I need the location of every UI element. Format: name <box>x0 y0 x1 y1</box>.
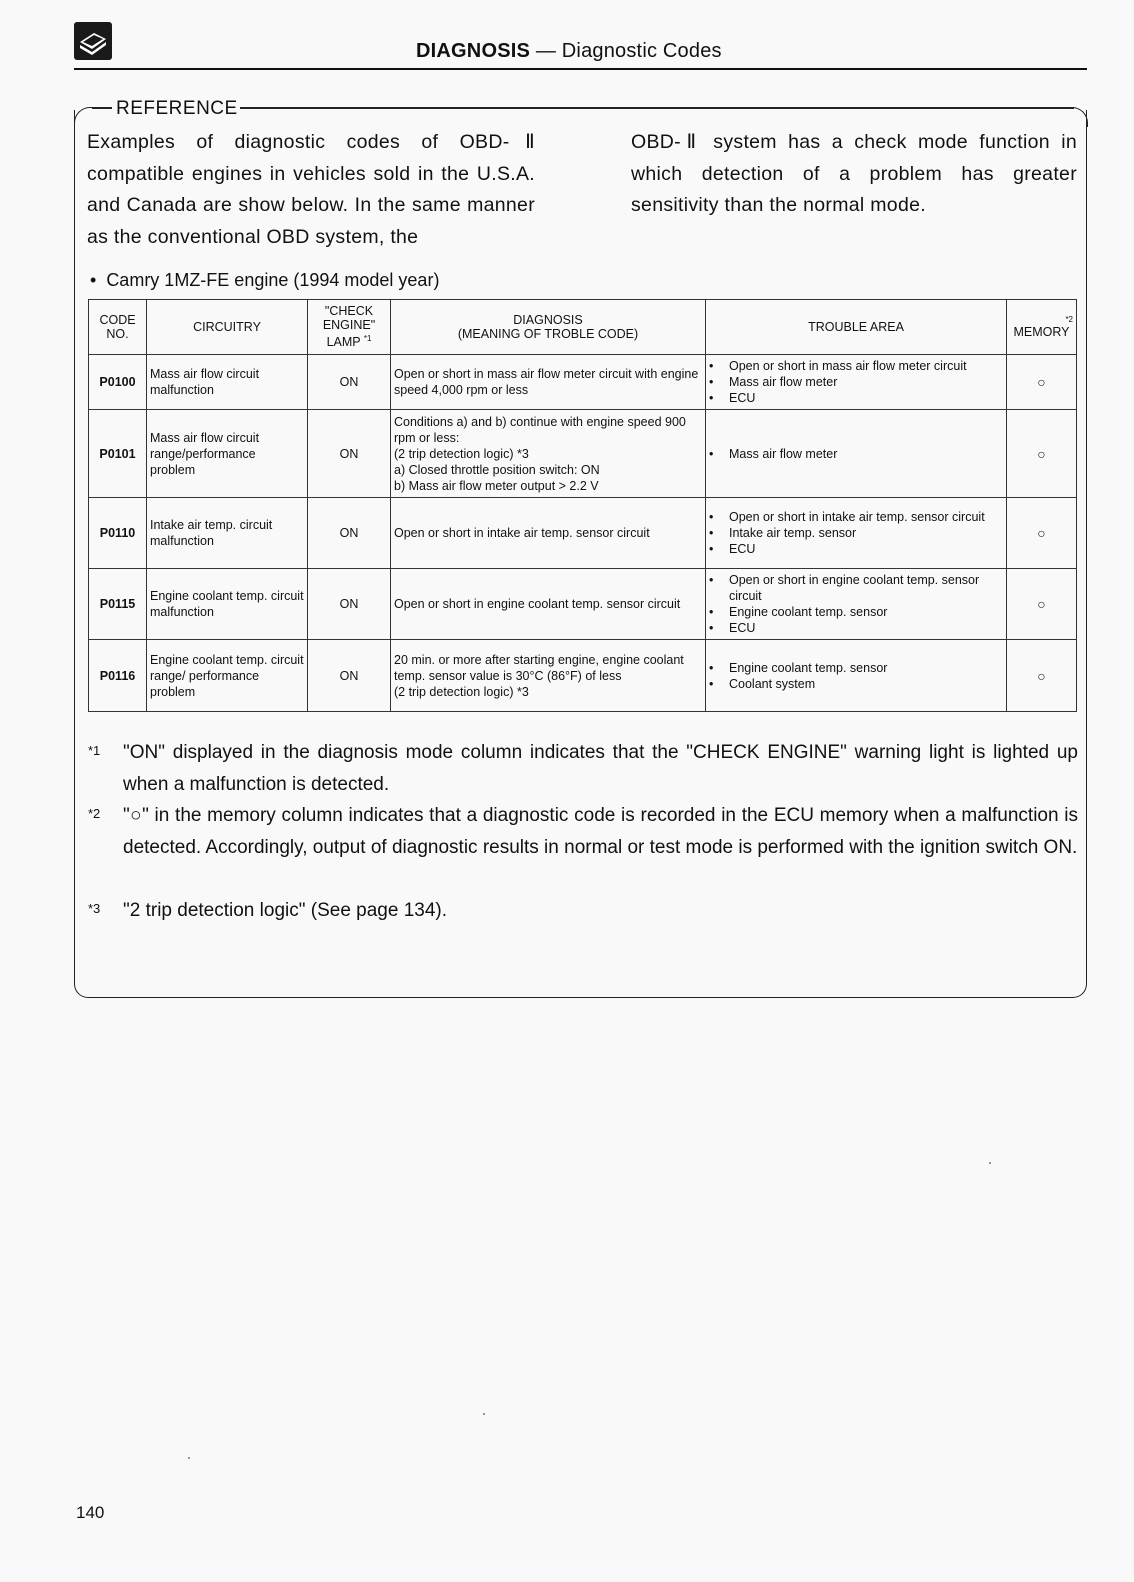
col-header-memory <box>1007 300 1077 355</box>
memory-cell: ○ <box>1007 498 1077 569</box>
scan-speck <box>989 1162 991 1164</box>
trouble-area-item: • Engine coolant temp. sensor <box>709 660 1003 676</box>
memory-cell: ○ <box>1007 410 1077 498</box>
table-row <box>89 498 1077 569</box>
circuitry-cell: Engine coolant temp. circuit range/ performance problem <box>147 640 308 712</box>
trouble-area-item: • ECU <box>709 390 1003 406</box>
scan-speck <box>483 1413 485 1415</box>
lamp-header-text: "CHECK ENGINE" LAMP <box>322 304 376 350</box>
diagnosis-line: a) Closed throttle position switch: ON <box>394 462 600 477</box>
footnote <box>88 895 1078 927</box>
diagnosis-line: (2 trip detection logic) *3 <box>394 446 529 461</box>
code-cell: P0115 <box>89 569 147 640</box>
memory-header-mark: *2 <box>1065 315 1073 324</box>
code-cell: P0116 <box>89 640 147 712</box>
scan-speck <box>188 1457 190 1459</box>
trouble-area-item: • Open or short in intake air temp. sensor circuit <box>709 509 1003 525</box>
reference-label: REFERENCE <box>116 98 238 119</box>
engine-label: Camry 1MZ-FE engine (1994 model year) <box>106 270 440 290</box>
trouble-area-item: • Open or short in mass air flow meter circuit <box>709 358 1003 374</box>
footnote-text: "ON" displayed in the diagnosis mode column indicates that the "CHECK ENGINE" warning light is lighted up when a malfunction is detected. <box>123 742 1078 795</box>
diagnosis-cell <box>391 640 706 712</box>
diagnosis-header-sub: (MEANING OF TROBLE CODE) <box>457 327 639 341</box>
trouble-area-item: • Mass air flow meter <box>709 446 1003 462</box>
footnote-mark: *2 <box>88 806 101 821</box>
header-rule <box>74 68 1087 70</box>
diagnosis-cell <box>391 355 706 410</box>
bullet-dot: • <box>90 270 107 290</box>
col-header-diagnosis <box>391 300 706 355</box>
trouble-area-item: • Engine coolant temp. sensor <box>709 604 1003 620</box>
lamp-cell: ON <box>308 498 391 569</box>
lamp-cell: ON <box>308 410 391 498</box>
diagnosis-cell <box>391 410 706 498</box>
manual-book-icon <box>74 22 112 60</box>
header-subsection: Diagnostic Codes <box>561 40 722 62</box>
col-header-lamp <box>308 300 391 355</box>
diagnosis-header-text: DIAGNOSIS <box>513 313 583 327</box>
trouble-area-item: • Intake air temp. sensor <box>709 525 1003 541</box>
footnote-mark: *3 <box>88 901 101 916</box>
trouble-area-item: • ECU <box>709 541 1003 557</box>
trouble-area-cell <box>706 640 1007 712</box>
trouble-area-cell <box>706 569 1007 640</box>
memory-header-text: MEMORY <box>1013 325 1070 339</box>
trouble-area-item: • Mass air flow meter <box>709 374 1003 390</box>
footnote-text: "○" in the memory column indicates that a diagnostic code is recorded in the ECU memory when a malfunction is detected. Accordingly, output of diagnostic results in normal or test mode is performed with the ignition switch ON. <box>123 805 1078 858</box>
trouble-area-item: • Open or short in engine coolant temp. sensor circuit <box>709 572 1003 604</box>
circuitry-cell: Intake air temp. circuit malfunction <box>147 498 308 569</box>
table-row <box>89 569 1077 640</box>
col-header-circuitry: CIRCUITRY <box>147 300 308 355</box>
page-number: 140 <box>76 1503 105 1522</box>
lamp-cell: ON <box>308 569 391 640</box>
intro-text-right: OBD-Ⅱ system has a check mode function in which detection of a problem has greater sensitivity than the normal mode. <box>631 131 1077 216</box>
engine-bullet <box>90 266 439 294</box>
circuitry-cell: Mass air flow circuit range/performance problem <box>147 410 308 498</box>
footnote-text: "2 trip detection logic" (See page 134). <box>123 900 448 921</box>
lamp-cell: ON <box>308 640 391 712</box>
intro-text-left: Examples of diagnostic codes of OBD-Ⅱ compatible engines in vehicles sold in the U.S.A. and Canada are show below. In the same manner as the conventional OBD system, the <box>87 131 535 248</box>
memory-cell: ○ <box>1007 569 1077 640</box>
lamp-header-mark: *1 <box>363 334 372 344</box>
trouble-area-item: • ECU <box>709 620 1003 636</box>
trouble-area-cell <box>706 355 1007 410</box>
header-section: DIAGNOSIS <box>416 40 531 62</box>
diagnosis-line: 20 min. or more after starting engine, engine coolant temp. sensor value is 30°C (86°F) of less <box>394 652 684 683</box>
circuitry-cell: Mass air flow circuit malfunction <box>147 355 308 410</box>
code-cell: P0101 <box>89 410 147 498</box>
table-row <box>89 355 1077 410</box>
footnote <box>88 737 1078 801</box>
trouble-area-item: • Coolant system <box>709 676 1003 692</box>
page-header <box>416 38 722 64</box>
circuitry-cell: Engine coolant temp. circuit malfunction <box>147 569 308 640</box>
diagnosis-cell <box>391 498 706 569</box>
diagnosis-line: Open or short in engine coolant temp. sensor circuit <box>394 597 681 611</box>
code-cell: P0110 <box>89 498 147 569</box>
code-cell: P0100 <box>89 355 147 410</box>
header-separator: — <box>535 40 557 62</box>
diagnosis-line: Conditions a) and b) continue with engine speed 900 rpm or less: <box>394 414 686 445</box>
col-header-trouble-area: TROUBLE AREA <box>706 300 1007 355</box>
diagnostic-code-table <box>88 299 1077 712</box>
table-header-row <box>89 300 1077 355</box>
table-row <box>89 410 1077 498</box>
reference-box-topline <box>234 107 1074 109</box>
reference-box-topline <box>92 107 112 109</box>
trouble-area-cell <box>706 498 1007 569</box>
col-header-code: CODE NO. <box>89 300 147 355</box>
diagnosis-line: Open or short in intake air temp. sensor circuit <box>394 526 650 540</box>
footnote-mark: *1 <box>88 743 101 758</box>
memory-cell: ○ <box>1007 355 1077 410</box>
diagnosis-line: (2 trip detection logic) *3 <box>394 684 529 699</box>
footnote <box>88 800 1078 864</box>
diagnosis-cell <box>391 569 706 640</box>
memory-cell: ○ <box>1007 640 1077 712</box>
diagnosis-line: Open or short in mass air flow meter circuit with engine speed 4,000 rpm or less <box>394 367 699 397</box>
lamp-cell: ON <box>308 355 391 410</box>
diagnosis-line: b) Mass air flow meter output > 2.2 V <box>394 478 599 493</box>
table-row <box>89 640 1077 712</box>
trouble-area-cell <box>706 410 1007 498</box>
